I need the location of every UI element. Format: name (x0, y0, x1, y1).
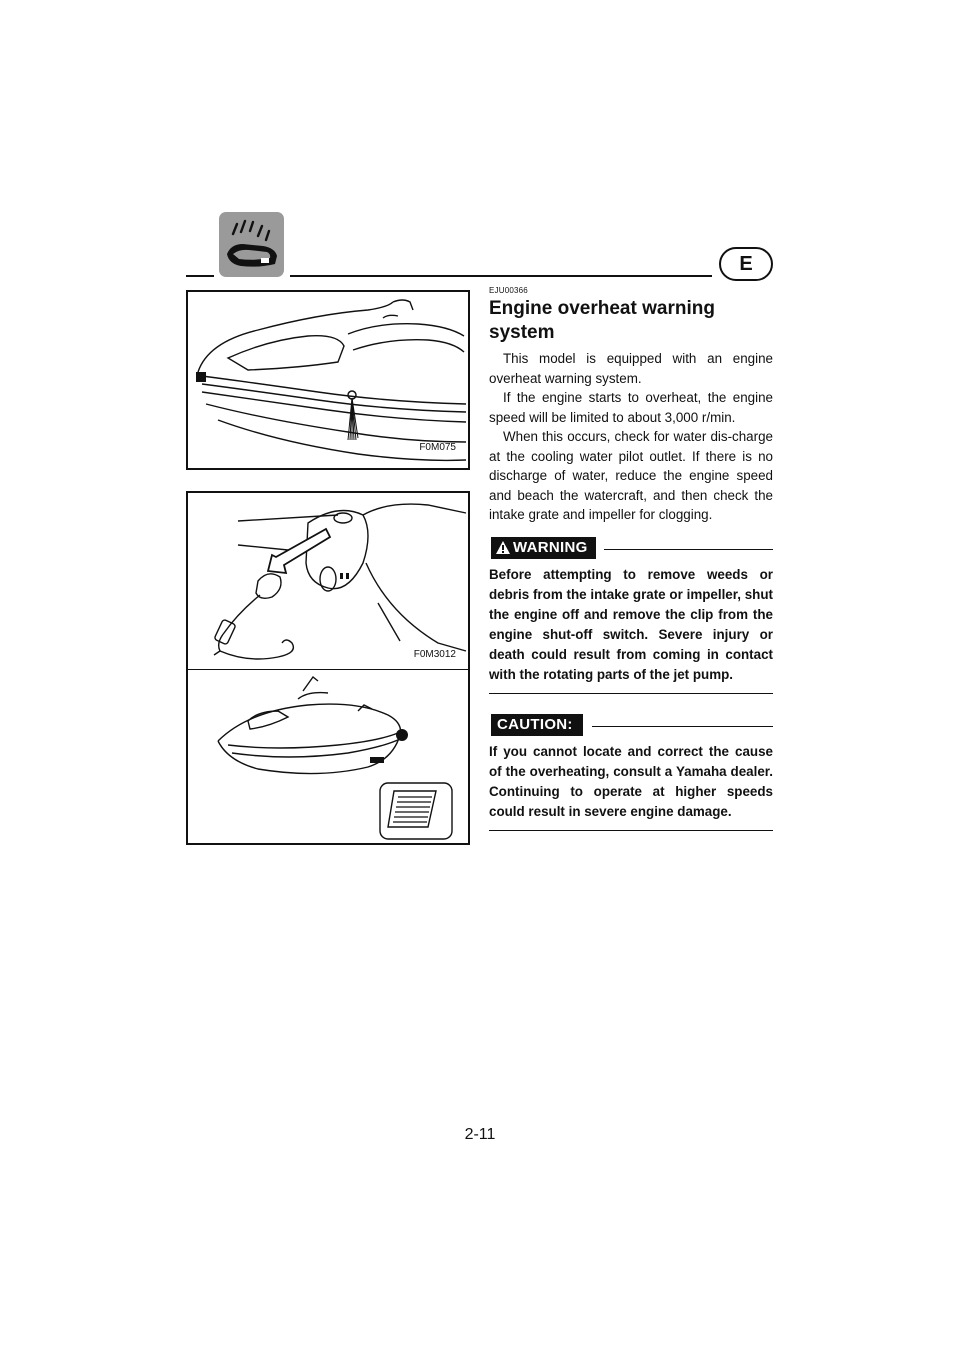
paragraph: When this occurs, check for water dis-charge at the cooling water pilot outlet. If there is no discharge of water, reduce the engine speed and beach the watercraft, and then check the intake grate and impeller for clogging. (489, 429, 773, 522)
figure-code: F0M3012 (413, 649, 456, 660)
warning-end-rule (489, 693, 773, 694)
main-content (489, 286, 773, 831)
caution-end-rule (489, 830, 773, 831)
watercraft-rain-icon (219, 212, 284, 277)
caution-label: CAUTION: (491, 714, 583, 736)
warning-header (489, 535, 773, 559)
caution-rule (592, 726, 773, 727)
header-rule (290, 275, 712, 277)
header-rule (186, 275, 214, 277)
warning-text: Before attempting to remove weeds or debris from the intake grate or impeller, shut the engine off and remove the clip from the engine shut-off switch. Severe injury or death could result from coming in contact with the rotating parts of the jet pump. (489, 566, 773, 682)
figure-clip-and-intake-grate (186, 491, 470, 845)
intake-grate-illustration (188, 671, 468, 845)
figure-code: F0M075 (419, 442, 456, 453)
warning-label (491, 537, 596, 559)
paragraph: This model is equipped with an engine overheat warning system. (489, 351, 773, 386)
caution-text: If you cannot locate and correct the cause of the overheating, consult a Yamaha dealer. Continuing to operate at higher speeds could result in severe engine damage. (489, 743, 773, 819)
warning-triangle-icon (495, 540, 511, 555)
warning-rule (604, 549, 773, 550)
warning-label-text: WARNING (513, 539, 588, 556)
language-badge: E (719, 247, 773, 281)
figure-divider (188, 669, 468, 670)
section-title: Engine overheat warning system (489, 298, 715, 343)
section-icon (219, 212, 284, 277)
reference-code: EJU00366 (489, 286, 528, 295)
figure-watercraft-pilot-outlet (186, 290, 470, 470)
shut-off-switch-illustration (188, 493, 468, 669)
caution-header (489, 712, 773, 736)
paragraph: If the engine starts to overheat, the engine speed will be limited to about 3,000 r/min. (489, 390, 773, 425)
page-number: 2-11 (464, 1126, 496, 1143)
